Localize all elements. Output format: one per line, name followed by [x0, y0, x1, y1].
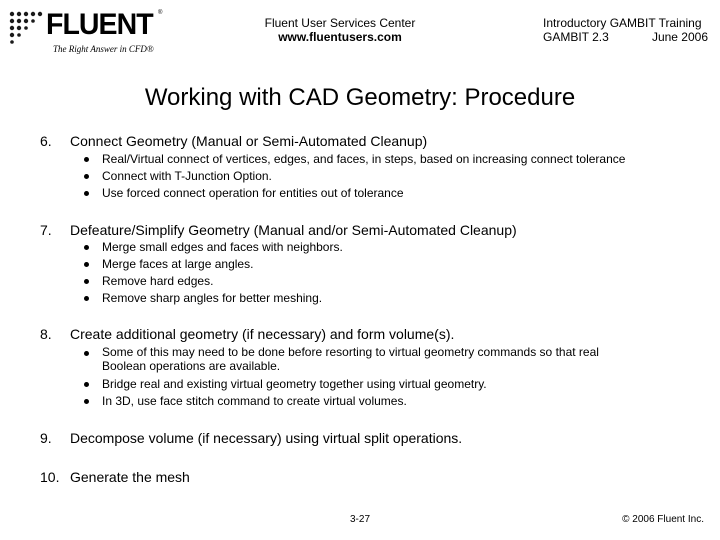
bullet-item: Use forced connect operation for entities out of tolerance [84, 185, 684, 202]
header-version: GAMBIT 2.3 [543, 30, 609, 44]
bullet-item: Merge faces at large angles. [84, 256, 684, 273]
bullet-item: Merge small edges and faces with neighbors. [84, 239, 684, 256]
copyright: © 2006 Fluent Inc. [622, 514, 704, 525]
step-number: 10. [40, 469, 60, 485]
header-center-url: www.fluentusers.com [278, 30, 402, 44]
logo-wordmark: FLUENT [46, 8, 153, 41]
step-text: Connect Geometry (Manual or Semi-Automated Cleanup) [70, 133, 428, 149]
bullet-dot-icon [84, 399, 89, 404]
bullet-dot-icon [84, 157, 89, 162]
fluent-logo [6, 8, 166, 54]
step-text: Decompose volume (if necessary) using virtual split operations. [70, 430, 463, 446]
header-date: June 2006 [651, 30, 708, 44]
slide-title: Working with CAD Geometry: Procedure [144, 84, 576, 111]
bullet-dot-icon [84, 245, 89, 250]
bullet-dot-icon [84, 174, 89, 179]
step-text: Defeature/Simplify Geometry (Manual and/or Semi-Automated Cleanup) [70, 222, 517, 238]
bullet-item: In 3D, use face stitch command to create virtual volumes. [84, 393, 644, 410]
bullet-item: Some of this may need to be done before resorting to virtual geometry commands so that real Boolean operations are available. [84, 345, 644, 376]
bullet-item: Bridge real and existing virtual geometry together using virtual geometry. [84, 376, 644, 393]
logo-tagline: The Right Answer in CFD® [53, 44, 154, 54]
step-text: Generate the mesh [70, 469, 190, 485]
step-number: 6. [40, 133, 52, 149]
header-center-org: Fluent User Services Center [264, 16, 416, 30]
step-text: Create additional geometry (if necessary) and form volume(s). [70, 326, 455, 342]
page-number: 3-27 [349, 514, 370, 525]
step-number: 7. [40, 222, 52, 238]
step-6-bullets [84, 151, 684, 202]
bullet-dot-icon [84, 262, 89, 267]
bullet-item: Connect with T-Junction Option. [84, 168, 684, 185]
bullet-dot-icon [84, 296, 89, 301]
bullet-item: Remove hard edges. [84, 273, 684, 290]
step-7-bullets [84, 239, 684, 307]
header-course-title: Introductory GAMBIT Training [543, 16, 702, 30]
bullet-item: Remove sharp angles for better meshing. [84, 290, 684, 307]
bullet-dot-icon [84, 351, 89, 356]
bullet-dot-icon [84, 191, 89, 196]
header-center [240, 16, 440, 44]
logo-registered-mark: ® [158, 10, 163, 16]
step-8-bullets [84, 345, 644, 410]
bullet-dot-icon [84, 382, 89, 387]
step-number: 9. [40, 430, 52, 446]
bullet-dot-icon [84, 279, 89, 284]
fluent-logo-mark-icon [6, 8, 46, 48]
bullet-item: Real/Virtual connect of vertices, edges, and faces, in steps, based on increasing connect tolerance [84, 151, 684, 168]
header-right [543, 16, 708, 44]
step-number: 8. [40, 326, 52, 342]
